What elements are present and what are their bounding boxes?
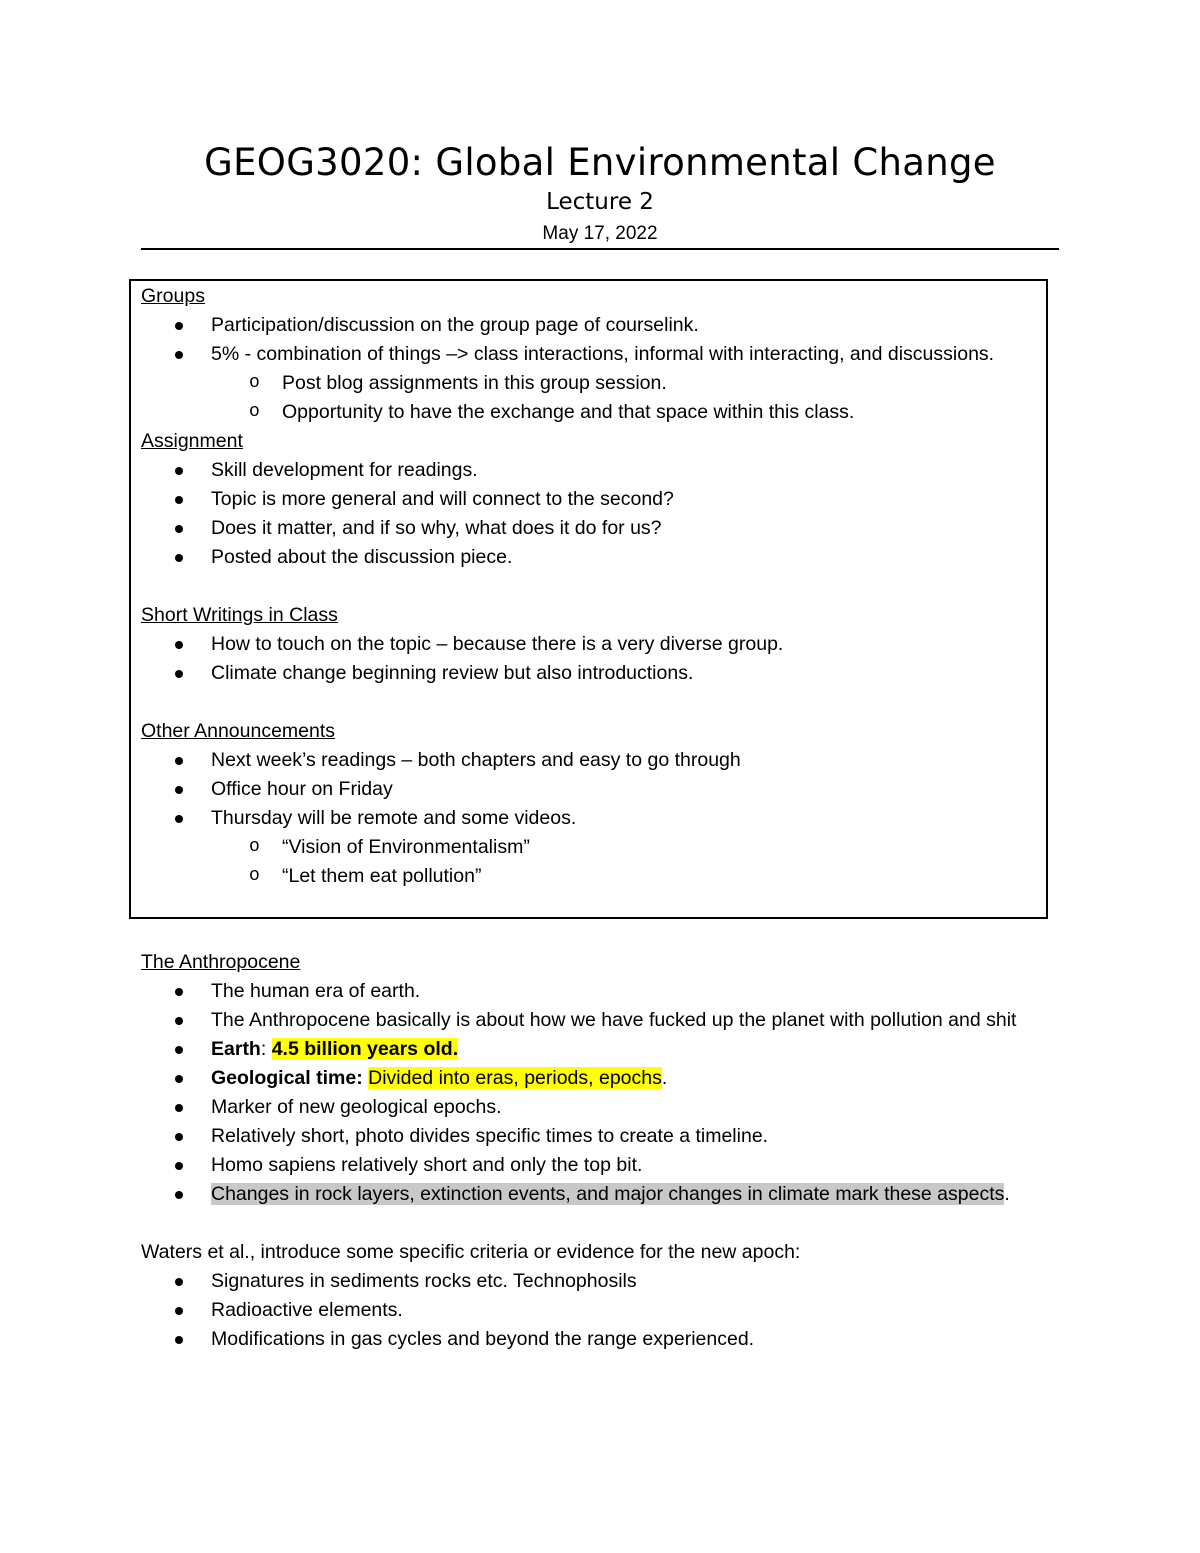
- geological-time-period: .: [661, 1067, 668, 1089]
- spacer: [141, 688, 1041, 717]
- spacer: [141, 1209, 1041, 1238]
- earth-age: 4.5 billion years old: [271, 1038, 453, 1060]
- geological-time-value: Divided into eras, periods, epochs: [368, 1067, 662, 1089]
- waters-intro: Waters et al., introduce some specific criteria or evidence for the new apoch:: [141, 1241, 801, 1263]
- groups-list: [141, 311, 1041, 427]
- list-item: Next week’s readings – both chapters and easy to go through: [141, 746, 1041, 775]
- short-writings-list: [141, 630, 1041, 688]
- geological-time-label: Geological time:: [211, 1067, 363, 1089]
- list-item: [141, 1064, 1041, 1093]
- spacer: [141, 572, 1041, 601]
- highlighted-text: Changes in rock layers, extinction events, and major changes in climate mark these aspects: [211, 1183, 1005, 1205]
- list-item: [141, 340, 1041, 427]
- list-item: Relatively short, photo divides specific times to create a timeline.: [141, 1122, 1041, 1151]
- list-item: Skill development for readings.: [141, 456, 1041, 485]
- earth-label: Earth: [211, 1038, 261, 1060]
- title-divider: [141, 248, 1059, 250]
- earth-period: .: [452, 1038, 459, 1060]
- list-item: How to touch on the topic – because there is a very diverse group.: [141, 630, 1041, 659]
- list-item-text: 5% - combination of things –> class interactions, informal with interacting, and discussions.: [211, 343, 995, 365]
- highlighted-text: [272, 1038, 458, 1060]
- groups-heading: Groups: [141, 285, 205, 307]
- lecture-date: May 17, 2022: [542, 223, 658, 244]
- sub-list-item: o “Vision of Environmentalism”: [141, 833, 1041, 862]
- list-item: The Anthropocene basically is about how we have fucked up the planet with pollution and shit: [141, 1006, 1041, 1035]
- sub-list-item: o Opportunity to have the exchange and that space within this class.: [141, 398, 1041, 427]
- list-item: Radioactive elements.: [141, 1296, 1041, 1325]
- assignment-list: [141, 456, 1041, 572]
- list-item: [141, 1035, 1041, 1064]
- lecture-subtitle: Lecture 2: [546, 189, 654, 215]
- anthropocene-section: [141, 948, 1041, 1354]
- document-title: GEOG3020: Global Environmental Change: [204, 141, 996, 184]
- list-item: [141, 804, 1041, 891]
- list-item: Does it matter, and if so why, what does it do for us?: [141, 514, 1041, 543]
- list-item-period: .: [1004, 1183, 1010, 1205]
- list-item: Signatures in sediments rocks etc. Technophosils: [141, 1267, 1041, 1296]
- list-item: Homo sapiens relatively short and only the top bit.: [141, 1151, 1041, 1180]
- sub-list-item: o Post blog assignments in this group session.: [141, 369, 1041, 398]
- groups-sublist: [141, 369, 1041, 427]
- assignment-heading: Assignment: [141, 430, 243, 452]
- list-item: Posted about the discussion piece.: [141, 543, 1041, 572]
- waters-list: [141, 1267, 1041, 1354]
- list-item: Participation/discussion on the group page of courselink.: [141, 311, 1041, 340]
- list-item: Marker of new geological epochs.: [141, 1093, 1041, 1122]
- list-item: The human era of earth.: [141, 977, 1041, 1006]
- anthropocene-heading: The Anthropocene: [141, 951, 301, 973]
- list-item: Topic is more general and will connect to the second?: [141, 485, 1041, 514]
- earth-separator: :: [260, 1038, 272, 1060]
- short-writings-heading: Short Writings in Class: [141, 604, 338, 626]
- list-item: Office hour on Friday: [141, 775, 1041, 804]
- sub-list-item: o “Let them eat pollution”: [141, 862, 1041, 891]
- other-announcements-list: [141, 746, 1041, 891]
- list-item-text: Thursday will be remote and some videos.: [211, 807, 577, 829]
- announcements-content: [141, 282, 1041, 891]
- anthropocene-list: [141, 977, 1041, 1209]
- list-item: [141, 1180, 1041, 1209]
- videos-sublist: [141, 833, 1041, 891]
- other-announcements-heading: Other Announcements: [141, 720, 336, 742]
- list-item: Climate change beginning review but also introductions.: [141, 659, 1041, 688]
- list-item: Modifications in gas cycles and beyond the range experienced.: [141, 1325, 1041, 1354]
